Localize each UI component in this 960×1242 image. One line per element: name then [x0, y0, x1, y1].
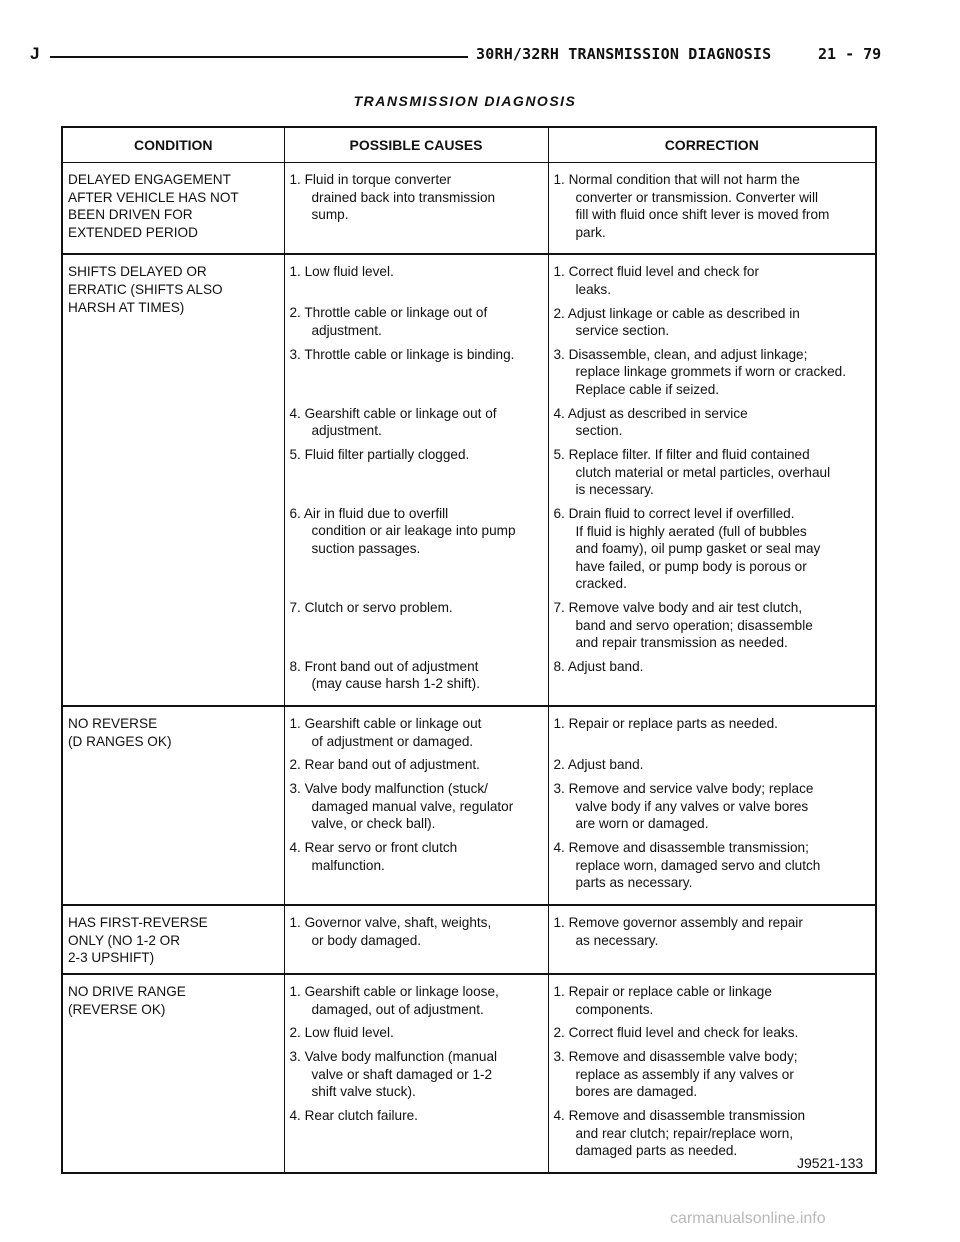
correction-cell [548, 254, 876, 706]
correction-item: 1. Repair or replace parts as needed. [553, 715, 778, 731]
diagnosis-table [61, 126, 877, 1174]
correction-cell [548, 905, 876, 974]
causes-cell [284, 706, 548, 905]
correction-item: 6. Drain fluid to correct level if overfilled. If fluid is highly aerated (full of bubbles and foamy), oil pump gasket or seal may have failed, or pump body is porous or cracked. [553, 505, 821, 592]
correction-item: 8. Adjust band. [553, 658, 644, 674]
correction-cell [548, 974, 876, 1173]
causes-cell [284, 254, 548, 706]
cause-item: 2. Throttle cable or linkage out of adjustment. [289, 305, 488, 338]
cause-item: 4. Gearshift cable or linkage out of adjustment. [289, 405, 497, 439]
document-title: TRANSMISSION DIAGNOSIS [353, 93, 577, 109]
correction-cell [548, 163, 876, 255]
cause-item: 4. Rear servo or front clutch malfunction. [289, 840, 458, 873]
correction-item: 3. Remove and disassemble valve body; replace as assembly if any valves or bores are damaged. [553, 1049, 798, 1100]
causes-cell [284, 905, 548, 974]
correction-item: 3. Remove and service valve body; replace valve body if any valves or valve bores are worn or damaged. [553, 780, 814, 832]
condition-cell: DELAYED ENGAGEMENT AFTER VEHICLE HAS NOT BEEN DRIVEN FOR EXTENDED PERIOD [62, 163, 284, 255]
correction-item: 2. Correct fluid level and check for leaks. [553, 1025, 799, 1041]
cause-item: 8. Front band out of adjustment (may cause harsh 1-2 shift). [289, 658, 480, 692]
condition-cell: SHIFTS DELAYED OR ERRATIC (SHIFTS ALSO HARSH AT TIMES) [62, 254, 284, 706]
column-header-condition: CONDITION [62, 127, 284, 163]
cause-item: 7. Clutch or servo problem. [289, 599, 453, 615]
header-rule [50, 56, 468, 58]
correction-item: 4. Adjust as described in service section. [553, 405, 748, 439]
correction-item: 5. Replace filter. If filter and fluid contained clutch material or metal particles, overhaul is necessary. [553, 446, 831, 498]
cause-item: 5. Fluid filter partially clogged. [289, 446, 470, 462]
cause-item: 3. Valve body malfunction (manual valve or shaft damaged or 1-2 shift valve stuck). [289, 1049, 498, 1100]
correction-item: 7. Remove valve body and air test clutch, band and servo operation; disassemble and repair transmission as needed. [553, 599, 813, 651]
page-number: 21 - 79 [818, 45, 882, 63]
correction-item: 1. Correct fluid level and check for leaks. [553, 264, 760, 297]
cause-item: 6. Air in fluid due to overfill condition or air leakage into pump suction passages. [289, 505, 516, 556]
cause-item: 1. Fluid in torque converter drained back into transmission sump. [289, 172, 496, 223]
causes-cell [284, 163, 548, 255]
table-header-row [62, 127, 876, 163]
cause-item: 4. Rear clutch failure. [289, 1108, 418, 1124]
section-title: 30RH/32RH TRANSMISSION DIAGNOSIS [476, 45, 772, 63]
correction-item: 1. Remove governor assembly and repair as necessary. [553, 915, 803, 948]
cause-item: 2. Low fluid level. [289, 1025, 394, 1041]
correction-item: 4. Remove and disassemble transmission and rear clutch; repair/replace worn, damaged parts as needed. [553, 1108, 806, 1159]
cause-item: 1. Gearshift cable or linkage out of adjustment or damaged. [289, 715, 482, 749]
condition-cell: HAS FIRST-REVERSE ONLY (NO 1-2 OR 2-3 UPSHIFT) [62, 905, 284, 974]
cause-item: 1. Gearshift cable or linkage loose, damaged, out of adjustment. [289, 983, 499, 1017]
correction-item: 1. Repair or replace cable or linkage components. [553, 983, 772, 1017]
cause-item: 3. Valve body malfunction (stuck/ damaged manual valve, regulator valve, or check ball). [289, 781, 514, 832]
table-row [62, 163, 876, 255]
correction-item: 3. Disassemble, clean, and adjust linkage; replace linkage grommets if worn or cracked. Replace cable if seized. [553, 346, 846, 397]
table-row [62, 706, 876, 905]
table-row [62, 905, 876, 974]
table-row [62, 254, 876, 706]
cause-item: 1. Governor valve, shaft, weights, or body damaged. [289, 915, 492, 948]
correction-item: 2. Adjust linkage or cable as described in service section. [553, 305, 800, 339]
correction-item: 1. Normal condition that will not harm the converter or transmission. Converter will fill with fluid once shift lever is moved from park. [553, 172, 830, 240]
figure-id: J9521-133 [797, 1155, 864, 1171]
condition-cell: NO DRIVE RANGE (REVERSE OK) [62, 974, 284, 1173]
condition-cell: NO REVERSE (D RANGES OK) [62, 706, 284, 905]
table-row [62, 974, 876, 1173]
cause-item: 3. Throttle cable or linkage is binding. [289, 346, 515, 362]
cause-item: 1. Low fluid level. [289, 264, 394, 280]
cause-item: 2. Rear band out of adjustment. [289, 757, 480, 773]
table-body [62, 163, 876, 1174]
correction-item: 2. Adjust band. [553, 756, 644, 772]
column-header-correction: CORRECTION [548, 127, 876, 163]
watermark: carmanualsonline.info [670, 1210, 826, 1227]
section-letter: J [30, 44, 40, 63]
causes-cell [284, 974, 548, 1173]
correction-item: 4. Remove and disassemble transmission; replace worn, damaged servo and clutch parts as necessary. [553, 839, 821, 891]
column-header-causes: POSSIBLE CAUSES [284, 127, 548, 163]
correction-cell [548, 706, 876, 905]
